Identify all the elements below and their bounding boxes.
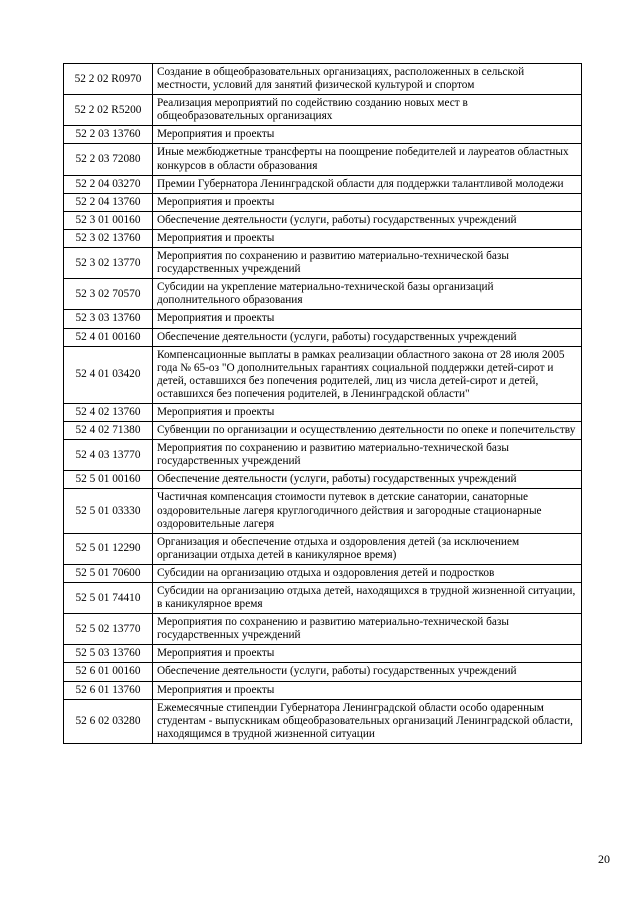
page-number: 20 — [598, 852, 610, 866]
table-row — [64, 699, 582, 743]
table-row — [64, 193, 582, 211]
table-row — [64, 126, 582, 144]
code-cell: 52 5 03 13760 — [64, 645, 153, 663]
code-cell: 52 4 02 71380 — [64, 422, 153, 440]
description-cell: Субсидии на организацию отдыха детей, находящихся в трудной жизненной ситуации, в каникулярное время — [153, 583, 582, 614]
code-cell: 52 5 01 74410 — [64, 583, 153, 614]
code-cell: 52 4 01 03420 — [64, 346, 153, 403]
description-cell: Мероприятия и проекты — [153, 310, 582, 328]
description-cell: Мероприятия по сохранению и развитию материально-технической базы государственных учреждений — [153, 614, 582, 645]
description-cell: Мероприятия и проекты — [153, 645, 582, 663]
code-cell: 52 6 01 00160 — [64, 663, 153, 681]
description-cell: Мероприятия и проекты — [153, 126, 582, 144]
table-row — [64, 440, 582, 471]
table-row — [64, 471, 582, 489]
code-cell: 52 2 03 13760 — [64, 126, 153, 144]
code-cell: 52 2 02 R0970 — [64, 64, 153, 95]
table-body — [64, 64, 582, 744]
description-cell: Обеспечение деятельности (услуги, работы) государственных учреждений — [153, 211, 582, 229]
table-row — [64, 681, 582, 699]
code-cell: 52 5 01 00160 — [64, 471, 153, 489]
code-cell: 52 4 02 13760 — [64, 403, 153, 421]
code-cell: 52 6 02 03280 — [64, 699, 153, 743]
description-cell: Ежемесячные стипендии Губернатора Ленинградской области особо одаренным студентам - выпускникам общеобразовательных организаций Ленинградской области, находящимся в трудной жизненной ситуации — [153, 699, 582, 743]
description-cell: Частичная компенсация стоимости путевок в детские санатории, санаторные оздоровительные лагеря круглогодичного действия и загородные стационарные оздоровительные лагеря — [153, 489, 582, 533]
table-row — [64, 346, 582, 403]
table-row — [64, 564, 582, 582]
description-cell: Мероприятия и проекты — [153, 229, 582, 247]
table-row — [64, 489, 582, 533]
description-cell: Обеспечение деятельности (услуги, работы) государственных учреждений — [153, 663, 582, 681]
table-row — [64, 229, 582, 247]
code-cell: 52 3 03 13760 — [64, 310, 153, 328]
description-cell: Обеспечение деятельности (услуги, работы) государственных учреждений — [153, 328, 582, 346]
description-cell: Иные межбюджетные трансферты на поощрение победителей и лауреатов областных конкурсов в области образования — [153, 144, 582, 175]
description-cell: Мероприятия и проекты — [153, 681, 582, 699]
description-cell: Обеспечение деятельности (услуги, работы) государственных учреждений — [153, 471, 582, 489]
description-cell: Реализация мероприятий по содействию созданию новых мест в общеобразовательных организациях — [153, 95, 582, 126]
code-cell: 52 4 01 00160 — [64, 328, 153, 346]
code-cell: 52 2 04 13760 — [64, 193, 153, 211]
table-row — [64, 663, 582, 681]
description-cell: Мероприятия по сохранению и развитию материально-технической базы государственных учреждений — [153, 440, 582, 471]
description-cell: Премии Губернатора Ленинградской области для поддержки талантливой молодежи — [153, 175, 582, 193]
code-cell: 52 2 02 R5200 — [64, 95, 153, 126]
description-cell: Создание в общеобразовательных организациях, расположенных в сельской местности, условий для занятий физической культурой и спортом — [153, 64, 582, 95]
description-cell: Мероприятия и проекты — [153, 403, 582, 421]
table-row — [64, 403, 582, 421]
table-row — [64, 175, 582, 193]
code-cell: 52 5 01 12290 — [64, 533, 153, 564]
table-row — [64, 144, 582, 175]
table-row — [64, 310, 582, 328]
budget-codes-table — [63, 63, 582, 744]
code-cell: 52 2 04 03270 — [64, 175, 153, 193]
description-cell: Организация и обеспечение отдыха и оздоровления детей (за исключением организации отдыха детей в каникулярное время) — [153, 533, 582, 564]
table-row — [64, 211, 582, 229]
description-cell: Субвенции по организации и осуществлению деятельности по опеке и попечительству — [153, 422, 582, 440]
code-cell: 52 4 03 13770 — [64, 440, 153, 471]
table-row — [64, 583, 582, 614]
code-cell: 52 3 02 70570 — [64, 279, 153, 310]
code-cell: 52 6 01 13760 — [64, 681, 153, 699]
table-row — [64, 533, 582, 564]
table-row — [64, 328, 582, 346]
table-row — [64, 614, 582, 645]
table-row — [64, 64, 582, 95]
code-cell: 52 5 01 03330 — [64, 489, 153, 533]
code-cell: 52 3 02 13770 — [64, 248, 153, 279]
code-cell: 52 5 01 70600 — [64, 564, 153, 582]
table-row — [64, 279, 582, 310]
description-cell: Субсидии на организацию отдыха и оздоровления детей и подростков — [153, 564, 582, 582]
code-cell: 52 5 02 13770 — [64, 614, 153, 645]
code-cell: 52 3 02 13760 — [64, 229, 153, 247]
table-row — [64, 422, 582, 440]
table-row — [64, 95, 582, 126]
description-cell: Мероприятия по сохранению и развитию материально-технической базы государственных учреждений — [153, 248, 582, 279]
table-row — [64, 248, 582, 279]
code-cell: 52 2 03 72080 — [64, 144, 153, 175]
description-cell: Компенсационные выплаты в рамках реализации областного закона от 28 июля 2005 года № 65-оз "О дополнительных гарантиях социальной поддержки детей-сирот и детей, оставшихся без попечения родителей, лиц из числа детей-сирот и детей, оставшихся без попечения родителей, в Ленинградской области" — [153, 346, 582, 403]
description-cell: Субсидии на укрепление материально-технической базы организаций дополнительного образования — [153, 279, 582, 310]
description-cell: Мероприятия и проекты — [153, 193, 582, 211]
table-row — [64, 645, 582, 663]
code-cell: 52 3 01 00160 — [64, 211, 153, 229]
